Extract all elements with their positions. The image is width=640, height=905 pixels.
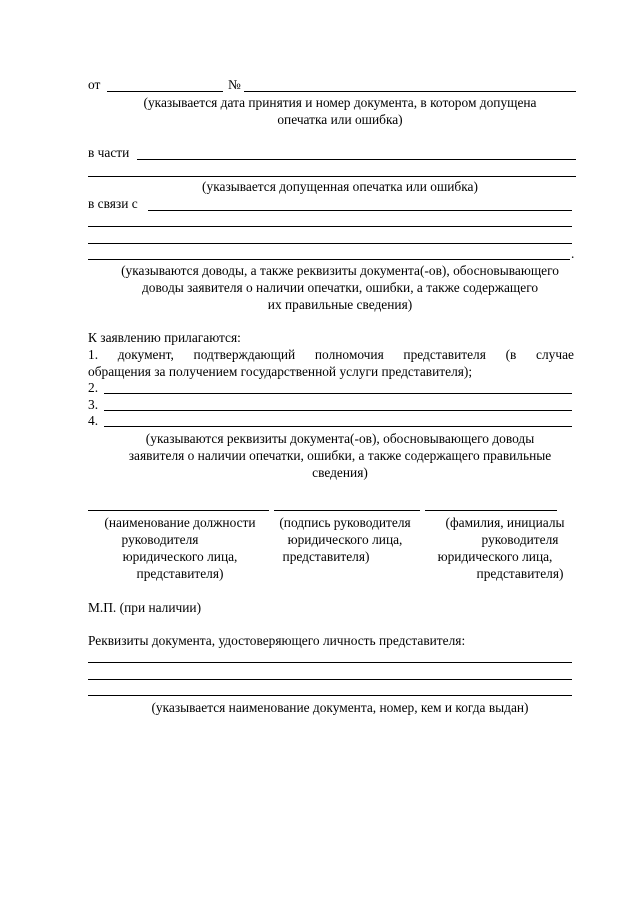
attachment-item-4-number: 4. bbox=[88, 413, 99, 428]
stamp-note: М.П. (при наличии) bbox=[88, 600, 202, 615]
position-field[interactable] bbox=[88, 510, 269, 511]
attachment-item-1-line-2: обращения за получением государственной услуги представителя); bbox=[88, 364, 473, 379]
attachment-item-4-field[interactable] bbox=[104, 426, 572, 427]
name-hint-line-1: (фамилия, инициалы bbox=[445, 515, 565, 530]
reason-end-mark: . bbox=[571, 246, 575, 261]
attachment-item-3-number: 3. bbox=[88, 397, 99, 412]
attachment-item-3-field[interactable] bbox=[104, 410, 572, 411]
attachments-hint-line-2: заявителя о наличии опечатки, ошибки, а также содержащего правильные bbox=[128, 448, 552, 463]
from-label: от bbox=[88, 77, 101, 92]
name-field[interactable] bbox=[425, 510, 557, 511]
attachment-item-2-field[interactable] bbox=[104, 393, 572, 394]
identity-field-line-3[interactable] bbox=[88, 695, 572, 696]
reason-hint-line-3: их правильные сведения) bbox=[267, 297, 413, 312]
signature-field[interactable] bbox=[274, 510, 420, 511]
name-hint-line-3: юридического лица, bbox=[437, 549, 553, 564]
reason-hint-line-1: (указываются доводы, а также реквизиты документа(-ов), обосновывающего bbox=[121, 263, 559, 278]
signature-hint-line-3: представителя) bbox=[282, 549, 370, 564]
attachment-item-2-number: 2. bbox=[88, 380, 99, 395]
identity-field-line-1[interactable] bbox=[88, 662, 572, 663]
name-hint-line-2: руководителя bbox=[481, 532, 559, 547]
position-hint-line-3: юридического лица, bbox=[122, 549, 238, 564]
header-hint-line-2: опечатка или ошибка) bbox=[277, 112, 403, 127]
reason-field-line-4[interactable] bbox=[88, 259, 570, 260]
part-field-line-2[interactable] bbox=[88, 176, 576, 177]
reason-field-line-2[interactable] bbox=[88, 226, 572, 227]
position-hint-line-1: (наименование должности bbox=[104, 515, 256, 530]
attachment-item-1-line-1: 1. документ, подтверждающий полномочия представителя (в случае bbox=[88, 347, 574, 362]
header-hint-line-1: (указывается дата принятия и номер документа, в котором допущена bbox=[143, 95, 537, 110]
part-hint: (указывается допущенная опечатка или ошибка) bbox=[202, 179, 478, 194]
identity-field-line-2[interactable] bbox=[88, 679, 572, 680]
reason-label: в связи с bbox=[88, 196, 138, 211]
attachments-hint-line-1: (указываются реквизиты документа(-ов), обосновывающего доводы bbox=[145, 431, 535, 446]
reason-field[interactable] bbox=[148, 210, 572, 211]
attachments-hint-line-3: сведения) bbox=[312, 465, 368, 480]
attachments-heading: К заявлению прилагаются: bbox=[88, 330, 241, 345]
signature-hint-line-2: юридического лица, bbox=[287, 532, 403, 547]
part-field[interactable] bbox=[137, 159, 576, 160]
signature-hint-line-1: (подпись руководителя bbox=[279, 515, 411, 530]
position-hint-line-4: представителя) bbox=[136, 566, 224, 581]
identity-label: Реквизиты документа, удостоверяющего личность представителя: bbox=[88, 633, 466, 648]
identity-hint: (указывается наименование документа, номер, кем и когда выдан) bbox=[151, 700, 529, 715]
part-label: в части bbox=[88, 145, 130, 160]
reason-field-line-3[interactable] bbox=[88, 243, 572, 244]
name-hint-line-4: представителя) bbox=[476, 566, 564, 581]
reason-hint-line-2: доводы заявителя о наличии опечатки, ошибки, а также содержащего bbox=[141, 280, 539, 295]
date-field[interactable] bbox=[107, 91, 223, 92]
position-hint-line-2: руководителя bbox=[121, 532, 199, 547]
number-label: № bbox=[228, 77, 241, 92]
number-field[interactable] bbox=[244, 91, 576, 92]
